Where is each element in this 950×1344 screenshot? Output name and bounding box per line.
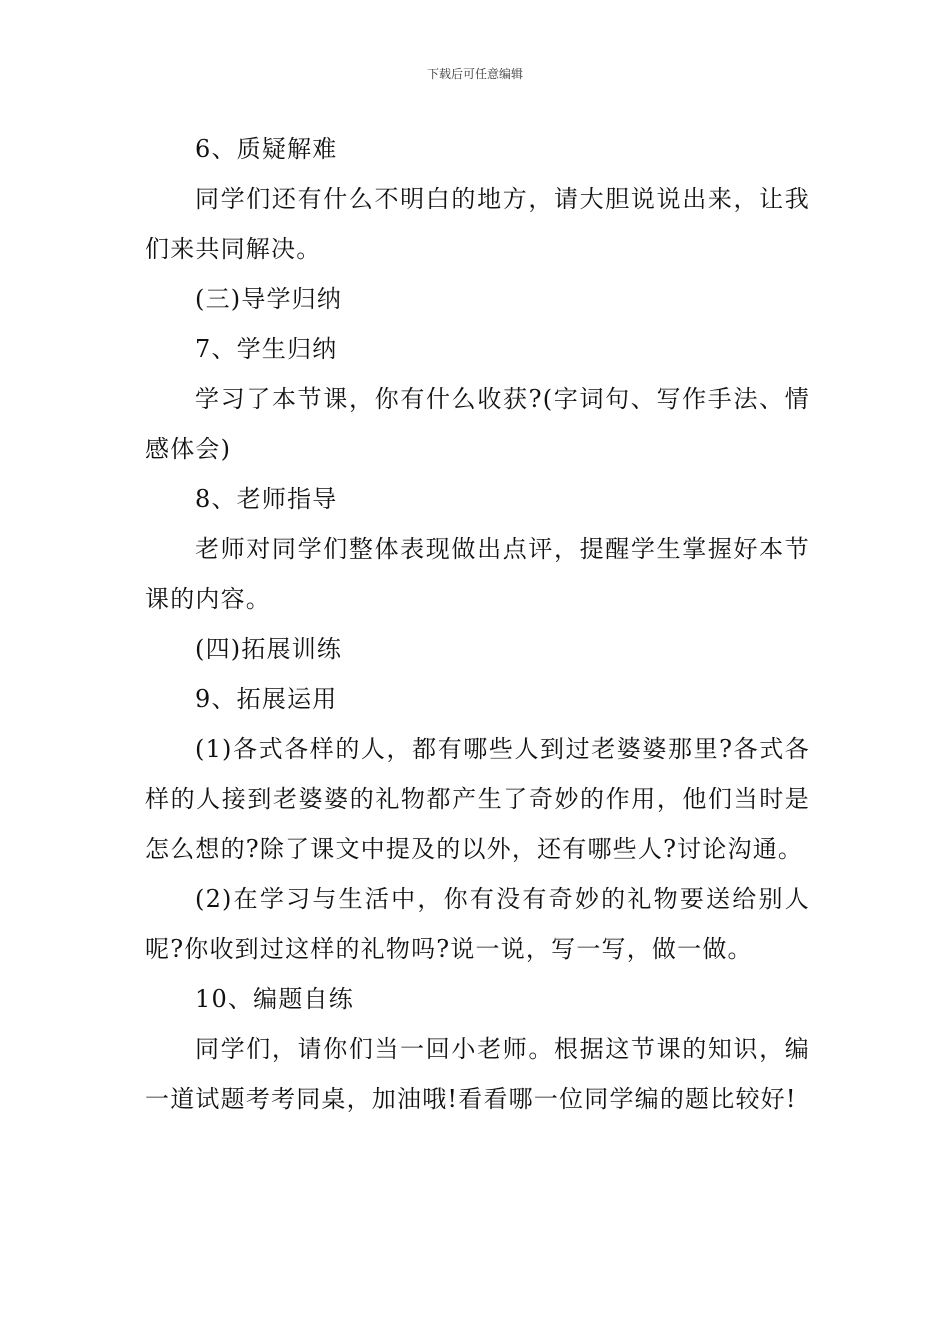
page-header-note: 下载后可任意编辑 (426, 67, 523, 81)
paragraph-extension-1: (1)各式各样的人，都有哪些人到过老婆婆那里?各式各样的人接到老婆婆的礼物都产生了奇妙的作用，他们当时是怎么想的?除了课文中提及的以外，还有哪些人?讨论沟通。 (145, 735, 810, 863)
heading-6-question: 6、质疑解难 (195, 135, 338, 163)
paragraph-extension-2: (2)在学习与生活中，你有没有奇妙的礼物要送给别人呢?你收到过这样的礼物吗?说一说，写一写，做一做。 (145, 885, 810, 963)
heading-9-extension: 9、拓展运用 (195, 685, 338, 713)
paragraph-teacher-review: 老师对同学们整体表现做出点评，提醒学生掌握好本节课的内容。 (145, 535, 810, 613)
paragraph-self-practice: 同学们，请你们当一回小老师。根据这节课的知识，编一道试题考考同桌，加油哦!看看哪一位同学编的题比较好! (145, 1035, 810, 1113)
section-heading-3: (三)导学归纳 (195, 285, 343, 313)
paragraph-question-prompt: 同学们还有什么不明白的地方，请大胆说说出来，让我们来共同解决。 (145, 185, 810, 263)
heading-7-student-summary: 7、学生归纳 (195, 335, 338, 363)
paragraph-summary-prompt: 学习了本节课，你有什么收获?(字词句、写作手法、情感体会) (145, 385, 810, 463)
heading-8-teacher-guidance: 8、老师指导 (195, 485, 338, 513)
heading-10-self-practice: 10、编题自练 (195, 985, 354, 1013)
document-body (145, 124, 810, 1124)
section-heading-4: (四)拓展训练 (195, 635, 343, 663)
